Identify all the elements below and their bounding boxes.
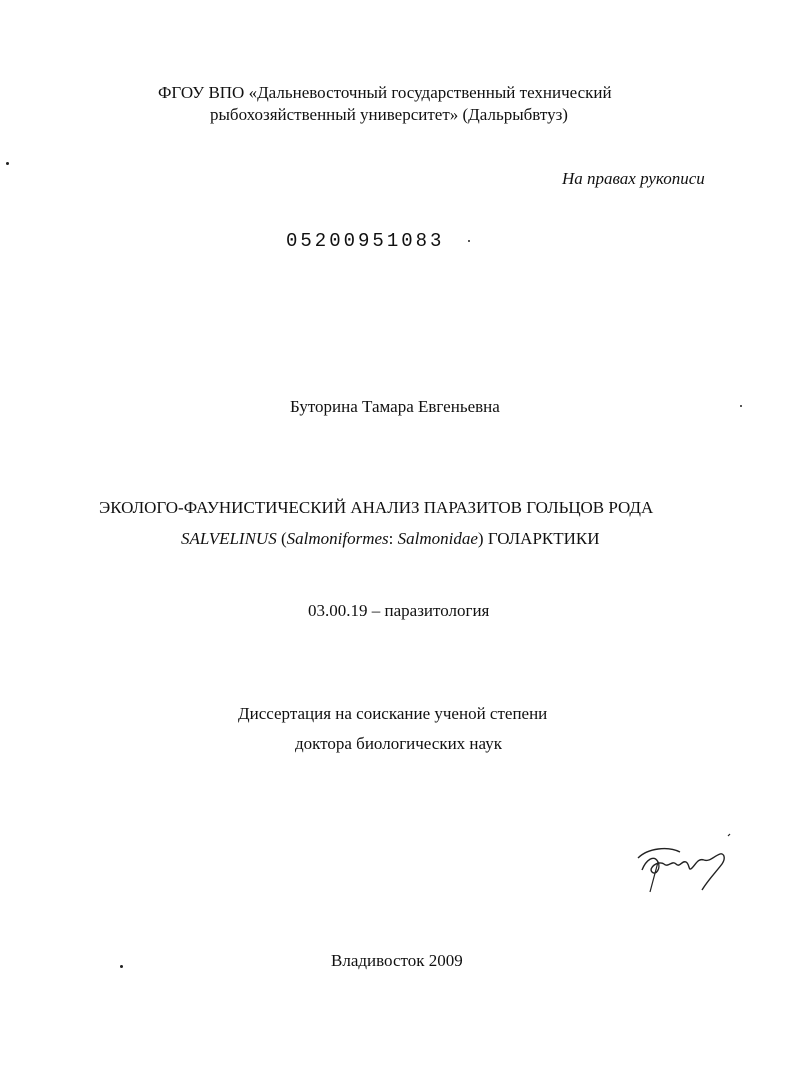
title-line-1: ЭКОЛОГО-ФАУНИСТИЧЕСКИЙ АНАЛИЗ ПАРАЗИТОВ ГОЛЬЦОВ РОДА (99, 498, 654, 517)
scan-speck (468, 240, 470, 242)
title-rest: ) ГОЛАРКТИКИ (477, 529, 600, 548)
title-order: Salmoniformes (286, 529, 389, 548)
title-genus: SALVELINUS (181, 529, 277, 548)
title-line-2 (181, 528, 600, 550)
title-paren-open: ( (276, 529, 287, 548)
rights-note: На правах рукописи (562, 169, 705, 188)
thesis-line-1: Диссертация на соискание ученой степени (238, 704, 548, 723)
institution-line-1: ФГОУ ВПО «Дальневосточный государственный технический (158, 83, 612, 102)
scan-speck (120, 965, 123, 968)
title-family: Salmonidae (397, 529, 478, 548)
signature (628, 830, 738, 900)
author-name: Буторина Тамара Евгеньевна (290, 397, 500, 416)
scan-speck (6, 162, 9, 165)
place-year: Владивосток 2009 (331, 951, 463, 970)
thesis-line-2: доктора биологических наук (295, 734, 502, 753)
specialty-code: 03.00.19 – паразитология (308, 601, 490, 620)
title-colon: : (388, 529, 398, 548)
scan-speck (740, 405, 742, 407)
archive-number: 05200951083 (286, 230, 445, 252)
institution-line-2: рыбохозяйственный университет» (Дальрыбвтуз) (210, 105, 568, 124)
